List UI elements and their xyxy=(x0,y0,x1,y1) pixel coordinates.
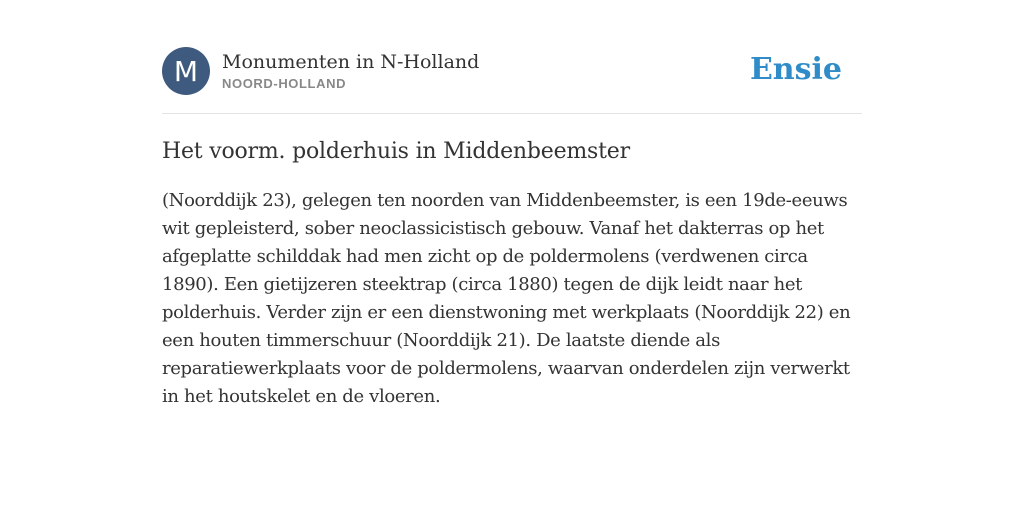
definition-card xyxy=(162,46,862,411)
article-body: (Noorddijk 23), gelegen ten noorden van Middenbeemster, is een 19de-eeuws wit gepleisterd, sober neoclassicistisch gebouw. Vanaf het dakterras op het afgeplatte schilddak had men zicht op de poldermolens (verdwenen circa 1890). Een gietijzeren steektrap (circa 1880) tegen de dijk leidt naar het polderhuis. Verder zijn er een dienstwoning met werkplaats (Noorddijk 22) en een houten timmerschuur (Noorddijk 21). De laatste diende als reparatiewerkplaats voor de poldermolens, waarvan onderdelen zijn verwerkt in het houtskelet en de vloeren. xyxy=(162,190,851,407)
ensie-logo[interactable]: Ensie xyxy=(749,52,842,87)
source-info xyxy=(222,51,479,92)
divider xyxy=(162,113,862,114)
article-title: Het voorm. polderhuis in Middenbeemster xyxy=(162,139,630,164)
card-header xyxy=(162,46,862,96)
source-subtitle: NOORD-HOLLAND xyxy=(222,75,347,91)
avatar[interactable]: M xyxy=(162,47,210,95)
source-title[interactable]: Monumenten in N-Holland xyxy=(222,50,480,73)
